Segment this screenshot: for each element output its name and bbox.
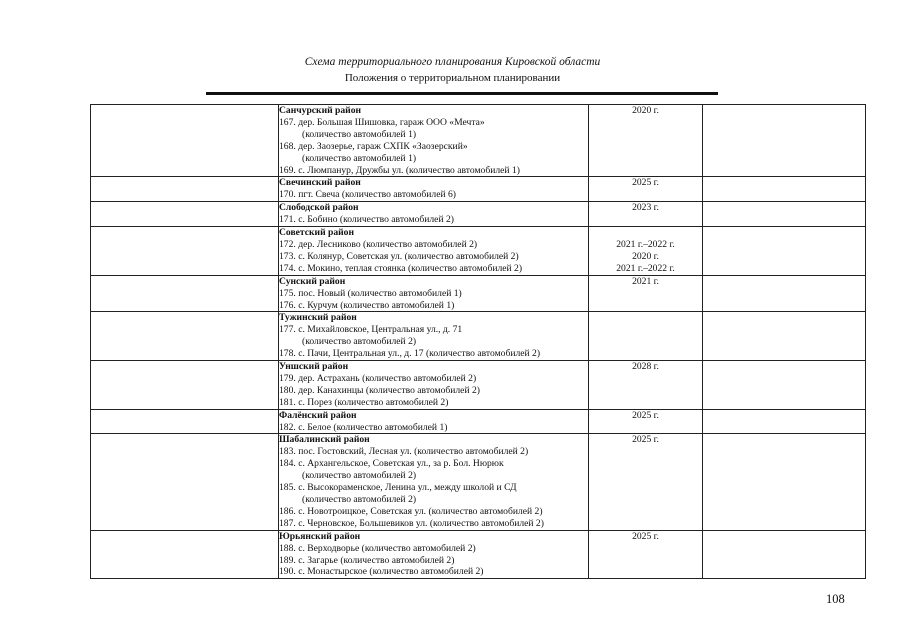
location-item: 170. пгт. Свеча (количество автомобилей 6) [279,189,456,201]
location-item: 181. с. Порез (количество автомобилей 2) [279,396,449,408]
table-row [91,105,866,177]
year-cell [589,105,703,177]
locations-cell [279,361,589,410]
locations-cell [279,105,589,177]
empty-cell-left [91,312,279,361]
empty-cell-right [703,227,866,276]
item-continuation: (количество автомобилей 2) [302,336,417,348]
year-value: 2023 г. [632,202,659,214]
location-item: 186. с. Новотроицкое, Советская ул. (количество автомобилей 2) [279,505,543,517]
table-row [91,227,866,276]
locations-cell [279,177,589,202]
year-cell [589,530,703,579]
parking-table-body [91,105,866,579]
year-value: 2021 г.–2022 г. [616,262,675,274]
location-item: 167. дер. Большая Шишовка, гараж ООО «Мечта» [279,116,485,128]
empty-cell-right [703,361,866,410]
location-item: 185. с. Высокораменское, Ленина ул., между школой и СД [279,482,517,494]
empty-cell-right [703,530,866,579]
empty-cell-right [703,275,866,312]
empty-cell-right [703,177,866,202]
district-name: Фалёнский район [279,409,357,421]
parking-table [90,104,866,579]
district-name: Слободской район [279,202,359,214]
locations-cell [279,202,589,227]
location-item: 174. с. Мокино, теплая стоянка (количество автомобилей 2) [279,262,523,274]
location-item: 178. с. Пачи, Центральная ул., д. 17 (количество автомобилей 2) [279,348,541,360]
year-value [589,312,702,324]
table-row [91,177,866,202]
year-cell [589,177,703,202]
year-value: 2028 г. [632,361,659,373]
table-row [91,312,866,361]
table-row [91,409,866,434]
year-value: 2025 г. [632,177,659,189]
table-row [91,361,866,410]
district-name: Свечинский район [279,177,361,189]
empty-cell-right [703,202,866,227]
year-cell [589,227,703,276]
location-item: 187. с. Черновское, Большевиков ул. (количество автомобилей 2) [279,517,544,529]
year-value: 2020 г. [632,105,659,116]
location-item: 190. с. Монастырское (количество автомобилей 2) [279,566,484,578]
year-value: 2021 г. [632,275,659,287]
district-name: Юрьянский район [279,530,361,542]
location-item: 172. дер. Лесниково (количество автомобилей 2) [279,238,478,250]
empty-cell-left [91,275,279,312]
location-item: 180. дер. Канахинцы (количество автомобилей 2) [279,384,480,396]
district-name: Шабалинский район [279,434,370,446]
district-name: Тужинский район [279,312,357,324]
header-rule [206,92,718,95]
locations-cell [279,275,589,312]
year-cell [589,202,703,227]
table-row [91,530,866,579]
empty-cell-right [703,434,866,530]
location-item: 179. дер. Астрахань (количество автомобилей 2) [279,372,477,384]
empty-cell-left [91,227,279,276]
district-name: Сунский район [279,275,346,287]
location-item: 188. с. Верходворье (количество автомобилей 2) [279,542,476,554]
empty-cell-left [91,361,279,410]
document-header-subtitle: Положения о территориальном планировании [344,72,561,84]
location-item: 183. пос. Гостовский, Лесная ул. (количество автомобилей 2) [279,446,529,458]
year-value [589,227,702,239]
year-cell [589,409,703,434]
year-cell [589,434,703,530]
locations-cell [279,434,589,530]
table-row [91,202,866,227]
year-cell [589,275,703,312]
district-name: Советский район [279,227,354,239]
empty-cell-right [703,312,866,361]
document-header-title: Схема территориального планирования Кировской области [304,56,601,68]
item-continuation: (количество автомобилей 1) [302,152,417,164]
location-item: 171. с. Бобино (количество автомобилей 2) [279,214,454,226]
locations-cell [279,227,589,276]
location-item: 182. с. Белое (количество автомобилей 1) [279,421,448,433]
empty-cell-left [91,530,279,579]
locations-cell [279,530,589,579]
item-continuation: (количество автомобилей 2) [302,494,417,505]
empty-cell-left [91,409,279,434]
empty-cell-left [91,105,279,177]
location-item: 168. дер. Заозерье, гараж СХПК «Заозерский» [279,140,468,152]
page-number: 108 [826,592,845,606]
district-name: Уншский район [279,361,349,373]
empty-cell-left [91,434,279,530]
location-item: 184. с. Архангельское, Советская ул., за р. Бол. Нюрюк [279,458,504,470]
empty-cell-left [91,202,279,227]
year-value: 2020 г. [632,250,659,262]
location-item: 173. с. Колянур, Советская ул. (количество автомобилей 2) [279,250,519,262]
empty-cell-right [703,409,866,434]
year-value: 2025 г. [632,409,659,421]
location-item: 176. с. Курчум (количество автомобилей 1) [279,299,455,311]
location-item: 169. с. Люмпанур, Дружбы ул. (количество автомобилей 1) [279,164,520,176]
empty-cell-left [91,177,279,202]
table-row [91,434,866,530]
location-item: 175. пос. Новый (количество автомобилей 1) [279,287,462,299]
district-name: Санчурский район [279,105,362,116]
location-item: 189. с. Загарье (количество автомобилей 2) [279,554,455,566]
item-continuation: (количество автомобилей 2) [302,470,417,482]
year-cell [589,312,703,361]
item-continuation: (количество автомобилей 1) [302,128,417,140]
year-cell [589,361,703,410]
year-value: 2021 г.–2022 г. [616,238,675,250]
locations-cell [279,409,589,434]
location-item: 177. с. Михайловское, Центральная ул., д. 71 [279,324,463,336]
locations-cell [279,312,589,361]
empty-cell-right [703,105,866,177]
table-row [91,275,866,312]
year-value: 2025 г. [632,530,659,542]
year-value: 2025 г. [632,434,659,446]
